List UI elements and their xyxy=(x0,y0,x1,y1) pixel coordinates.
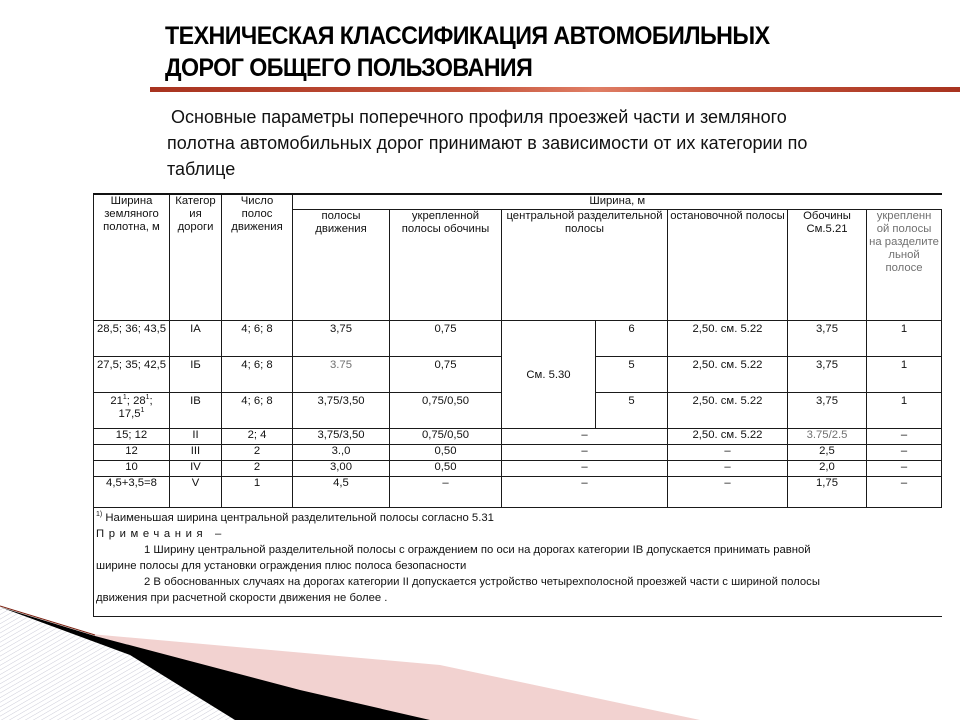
cell-stopping-lane: – xyxy=(668,461,788,477)
cell-shoulders: 1,75 xyxy=(788,477,867,508)
wedge-edge xyxy=(0,606,95,635)
cell-reinforced-shoulder: 0,50 xyxy=(390,445,502,461)
table-row xyxy=(94,445,942,461)
pink-wedge xyxy=(90,634,700,720)
cell-category: IБ xyxy=(170,357,222,393)
cell-shoulders: 2,0 xyxy=(788,461,867,477)
title-underline xyxy=(150,87,960,92)
cell-lanes: 4; 6; 8 xyxy=(222,321,293,357)
cell-shoulders: 3.75/2.5 xyxy=(788,429,867,445)
footnote-mark: 1 xyxy=(145,394,150,401)
cell-shoulders: 3,75 xyxy=(788,321,867,357)
cell-median-extra: 5 xyxy=(596,393,668,429)
header-median: центральной разделительной полосы xyxy=(502,210,668,321)
cell-median: – xyxy=(502,477,668,508)
header-row-1 xyxy=(94,194,942,210)
header-lane: полосы движения xyxy=(293,210,390,321)
cell-lanes: 2 xyxy=(222,445,293,461)
black-wedge xyxy=(0,607,430,720)
cell-lane-width: 3,75/3,50 xyxy=(293,429,390,445)
footnote-mark: 1) xyxy=(96,511,103,518)
cell-reinforced-shoulder: 0,75/0,50 xyxy=(390,429,502,445)
footnote xyxy=(96,510,940,526)
cell-lane-width: 3.,0 xyxy=(293,445,390,461)
cell-category: IА xyxy=(170,321,222,357)
cell-stopping-lane: 2,50. см. 5.22 xyxy=(668,429,788,445)
slide-title xyxy=(165,20,890,84)
cell-reinforced-median-strip: – xyxy=(867,429,942,445)
intro-line-2: полотна автомобильных дорог принимают в зависимости от их категории по xyxy=(167,133,808,153)
note-1-line-1: 1 Ширину центральной разделительной полосы с ограждением по оси на дорогах категории IВ допускается принимать равной xyxy=(144,544,811,556)
cell-stopping-lane: 2,50. см. 5.22 xyxy=(668,357,788,393)
cell-lanes: 1 xyxy=(222,477,293,508)
cell-median-merged: См. 5.30 xyxy=(502,321,596,429)
notes-cell xyxy=(94,508,942,617)
cell-reinforced-shoulder: 0,75/0,50 xyxy=(390,393,502,429)
cell-reinforced-median-strip: 1 xyxy=(867,321,942,357)
cell-category: III xyxy=(170,445,222,461)
cell-stopping-lane: 2,50. см. 5.22 xyxy=(668,393,788,429)
cell-lane-width: 3,75 xyxy=(293,321,390,357)
cell-stopping-lane: 2,50. см. 5.22 xyxy=(668,321,788,357)
cell-subgrade xyxy=(94,393,170,429)
cell-reinforced-shoulder: 0,75 xyxy=(390,321,502,357)
cell-median: – xyxy=(502,445,668,461)
cell-subgrade: 12 xyxy=(94,445,170,461)
footnote-text: Наименьшая ширина центральной разделительной полосы согласно 5.31 xyxy=(102,512,494,524)
footnote-mark: 1 xyxy=(122,394,127,401)
note-2-line-1: 2 В обоснованных случаях на дорогах категории II допускается устройство четырехполосной проезжей части с шириной полосы xyxy=(144,576,820,588)
cell-subgrade: 15; 12 xyxy=(94,429,170,445)
header-reinforced-median-strip: укрепленн ой полосы на разделите льной полосе xyxy=(867,210,942,321)
intro-line-3: таблице xyxy=(167,159,236,179)
cell-subgrade: 27,5; 35; 42,5 xyxy=(94,357,170,393)
cell-reinforced-shoulder: 0,50 xyxy=(390,461,502,477)
title-line-2: ДОРОГ ОБЩЕГО ПОЛЬЗОВАНИЯ xyxy=(165,54,533,82)
table-row xyxy=(94,321,942,357)
cell-reinforced-median-strip: 1 xyxy=(867,357,942,393)
cell-category: IV xyxy=(170,461,222,477)
subgrade-part: 21 xyxy=(110,395,123,407)
subgrade-part: ; xyxy=(149,395,153,407)
title-line-1: ТЕХНИЧЕСКАЯ КЛАССИФИКАЦИЯ АВТОМОБИЛЬНЫХ xyxy=(165,22,770,50)
cell-category: II xyxy=(170,429,222,445)
cell-lanes: 2; 4 xyxy=(222,429,293,445)
header-width-group: Ширина, м xyxy=(293,194,942,210)
cell-reinforced-shoulder: – xyxy=(390,477,502,508)
cell-shoulders: 2,5 xyxy=(788,445,867,461)
cell-median-extra: 5 xyxy=(596,357,668,393)
header-shoulders: Обочины См.5.21 xyxy=(788,210,867,321)
cell-lane-width: 3,00 xyxy=(293,461,390,477)
cell-stopping-lane: – xyxy=(668,477,788,508)
header-reinforced-shoulder: укрепленной полосы обочины xyxy=(390,210,502,321)
notes-row xyxy=(94,508,942,617)
cell-median-extra: 6 xyxy=(596,321,668,357)
cell-reinforced-shoulder: 0,75 xyxy=(390,357,502,393)
cell-reinforced-median-strip: – xyxy=(867,461,942,477)
note-1-line-2: ширине полосы для установки ограждения плюс полоса безопасности xyxy=(96,560,467,572)
header-subgrade-width: Ширина земляного полотна, м xyxy=(94,194,170,321)
header-category: Категор ия дороги xyxy=(170,194,222,321)
cell-subgrade: 4,5+3,5=8 xyxy=(94,477,170,508)
subgrade-part: ; 28 xyxy=(126,395,146,407)
cell-lanes: 2 xyxy=(222,461,293,477)
cell-lanes: 4; 6; 8 xyxy=(222,357,293,393)
cell-median: – xyxy=(502,461,668,477)
header-stopping-lane: остановочной полосы xyxy=(668,210,788,321)
cell-subgrade: 10 xyxy=(94,461,170,477)
road-classification-table xyxy=(93,193,942,617)
cell-lanes: 4; 6; 8 xyxy=(222,393,293,429)
cell-subgrade: 28,5; 36; 43,5 xyxy=(94,321,170,357)
cell-lane-width: 3,75/3,50 xyxy=(293,393,390,429)
intro-paragraph xyxy=(167,104,957,182)
note-2-line-2: движения при расчетной скорости движения не более . xyxy=(96,592,388,604)
table-row xyxy=(94,429,942,445)
subgrade-part: 17,5 xyxy=(118,408,141,420)
cell-category: V xyxy=(170,477,222,508)
cell-shoulders: 3,75 xyxy=(788,357,867,393)
intro-line-1: Основные параметры поперечного профиля проезжей части и земляного xyxy=(171,107,787,127)
notes-heading: Примечания – xyxy=(96,528,226,540)
table-row xyxy=(94,477,942,508)
cell-stopping-lane: – xyxy=(668,445,788,461)
header-lanes-count: Число полос движения xyxy=(222,194,293,321)
cell-reinforced-median-strip: 1 xyxy=(867,393,942,429)
hatched-area xyxy=(0,607,250,720)
footnote-mark: 1 xyxy=(140,407,145,414)
cell-shoulders: 3,75 xyxy=(788,393,867,429)
cell-reinforced-median-strip: – xyxy=(867,477,942,508)
table-row xyxy=(94,461,942,477)
cell-lane-width: 3.75 xyxy=(293,357,390,393)
cell-median: – xyxy=(502,429,668,445)
cell-reinforced-median-strip: – xyxy=(867,445,942,461)
cell-category: IВ xyxy=(170,393,222,429)
cell-lane-width: 4,5 xyxy=(293,477,390,508)
